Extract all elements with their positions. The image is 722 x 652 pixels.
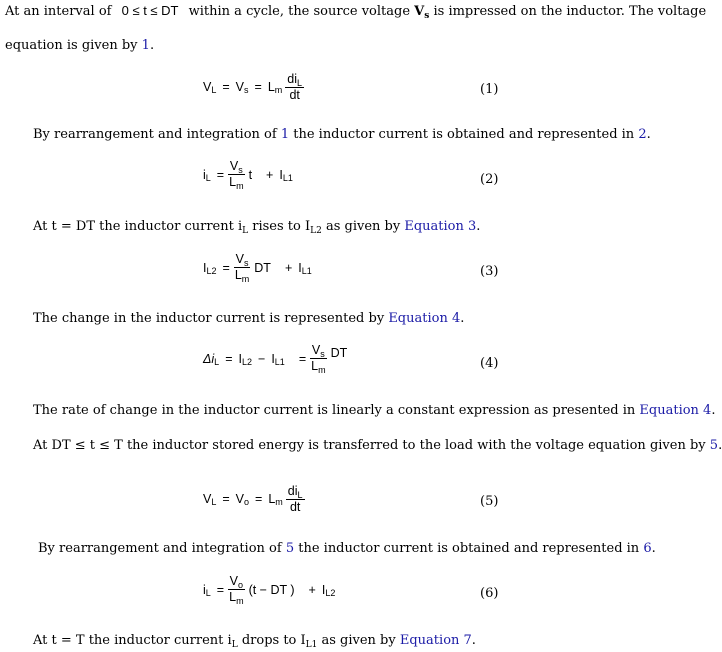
text: The rate of change in the inductor current is linearly a constant expression as presented in — [33, 403, 636, 418]
denominator: L — [229, 175, 237, 189]
source-voltage: V — [414, 4, 425, 19]
symbol: I — [238, 351, 242, 366]
text: the inductor current is obtained and represented in — [298, 541, 640, 556]
equation-number: (6) — [480, 586, 499, 601]
text: rises to I — [252, 219, 311, 234]
text: At DT ≤ t ≤ T the inductor stored energy is transferred to the load with the voltage equation given by — [33, 438, 706, 453]
operator: = — [222, 492, 230, 506]
equation-number: (2) — [480, 172, 499, 187]
paragraph-3: At t = DT the inductor current $i_L$ rises to $I_{L2}$ as given by Equation 3. — [33, 219, 481, 236]
operator: = — [254, 80, 262, 94]
paragraph-1-line-1 — [5, 2, 706, 22]
symbol: i — [203, 582, 206, 597]
equation-4 — [203, 343, 347, 374]
symbol: DT — [254, 260, 271, 275]
symbol: i — [203, 167, 206, 182]
subscript: m — [274, 85, 283, 95]
subscript: L — [211, 497, 217, 507]
symbol: DT — [330, 345, 348, 360]
paragraph-1-line-2: equation is given by 1. — [5, 38, 155, 53]
subscript: L — [205, 172, 211, 183]
expression: (t − DT ) — [248, 582, 295, 597]
subscript: s — [320, 349, 325, 359]
operator: + — [266, 167, 274, 182]
paragraph-5: The rate of change in the inductor current is linearly a constant expression as presented in Equation 4. — [33, 403, 716, 418]
fraction — [285, 72, 304, 102]
subscript: m — [241, 274, 250, 284]
subscript: L — [211, 85, 217, 95]
text: the inductor current is obtained and represented in — [293, 127, 635, 142]
text: is impressed on the inductor. The voltage — [433, 4, 707, 19]
denominator: L — [311, 359, 319, 373]
paragraph-6: At DT ≤ t ≤ T the inductor stored energy is transferred to the load with the voltage equation given by 5. — [33, 438, 722, 453]
symbol: L — [268, 492, 276, 506]
subscript: m — [275, 497, 283, 507]
text: At an interval of — [5, 4, 112, 19]
equation-1 — [203, 72, 307, 102]
numerator: V — [235, 252, 244, 266]
symbol: I — [321, 582, 326, 597]
operator: = — [222, 260, 230, 275]
subscript: L1 — [301, 265, 312, 276]
equation-reference-link[interactable]: 2 — [638, 127, 647, 142]
text: By rearrangement and integration of — [33, 127, 277, 142]
subscript: s — [244, 85, 249, 95]
subscript: L — [231, 640, 238, 650]
numerator: V — [311, 343, 321, 357]
equation-reference-link[interactable]: 6 — [643, 541, 652, 556]
subscript: L — [242, 226, 249, 236]
subscript: o — [238, 580, 244, 590]
subscript: s — [238, 165, 243, 175]
subscript: L2 — [241, 356, 252, 367]
text: equation is given by — [5, 38, 138, 53]
subscript: L1 — [305, 640, 318, 650]
subscript: m — [236, 596, 244, 606]
symbol: V — [235, 80, 245, 94]
symbol: t — [248, 167, 253, 182]
subscript: L1 — [282, 172, 293, 183]
symbol: V — [203, 492, 212, 506]
subscript: L2 — [206, 265, 217, 276]
fraction — [286, 484, 305, 514]
text: as given by — [321, 633, 396, 648]
operator: + — [308, 582, 316, 597]
subscript: L2 — [325, 587, 336, 598]
equation-reference-link[interactable]: Equation 3 — [404, 219, 477, 234]
paragraph-4: The change in the inductor current is represented by Equation 4. — [33, 311, 465, 326]
denominator: dt — [289, 500, 301, 514]
operator: = — [216, 582, 225, 597]
operator: = — [222, 80, 230, 94]
subscript: L2 — [310, 226, 322, 236]
subscript: s — [424, 11, 430, 21]
symbol: I — [279, 167, 283, 182]
operator: = — [255, 492, 263, 506]
subscript: L — [205, 587, 211, 598]
numerator: V — [229, 574, 238, 588]
equation-3 — [203, 252, 312, 283]
equation-number: (1) — [480, 82, 499, 97]
text: At t = T the inductor current i — [33, 633, 232, 648]
equation-2 — [203, 159, 293, 190]
operator: = — [216, 167, 225, 182]
denominator: L — [229, 590, 237, 604]
numerator: di — [287, 484, 298, 498]
subscript: L — [297, 78, 303, 88]
symbol: I — [298, 260, 302, 275]
equation-reference-link[interactable]: 1 — [141, 38, 150, 53]
text: drops to I — [241, 633, 306, 648]
text: By rearrangement and integration of — [38, 541, 282, 556]
equation-reference-link[interactable]: 5 — [709, 438, 719, 453]
symbol: Δi — [203, 351, 215, 366]
equation-reference-link[interactable]: Equation 4 — [388, 311, 461, 326]
subscript: o — [244, 497, 250, 507]
equation-5 — [203, 484, 308, 514]
text: as given by — [325, 219, 401, 234]
fraction — [309, 343, 327, 374]
subscript: L — [297, 490, 303, 500]
symbol: V — [235, 492, 245, 506]
symbol: V — [203, 80, 212, 94]
symbol: I — [203, 260, 207, 275]
symbol: I — [271, 351, 275, 366]
text: The change in the inductor current is represented by — [33, 311, 385, 326]
operator: + — [284, 260, 293, 275]
paragraph-7: By rearrangement and integration of 5 the inductor current is obtained and represented in 6. — [38, 541, 656, 556]
text: At t = DT the inductor current i — [33, 219, 243, 234]
operator: = — [298, 351, 307, 366]
numerator: di — [287, 72, 298, 86]
equation-reference-link[interactable]: 5 — [285, 541, 295, 556]
paragraph-8: At t = T the inductor current $i_L$ drops to $I_{L1}$ as given by Equation 7. — [33, 633, 476, 650]
equation-6 — [203, 574, 335, 605]
interval-condition: 0 ≤ t ≤ DT — [121, 3, 179, 18]
equation-number: (4) — [480, 356, 499, 371]
subscript: L1 — [274, 356, 285, 367]
subscript: L — [214, 356, 220, 367]
numerator: V — [229, 159, 239, 173]
denominator: L — [234, 268, 242, 282]
equation-reference-link[interactable]: Equation 4 — [639, 403, 712, 418]
subscript: m — [318, 365, 326, 375]
fraction — [227, 574, 245, 605]
subscript: m — [236, 181, 244, 191]
equation-reference-link[interactable]: Equation 7 — [399, 633, 472, 648]
operator: = — [225, 351, 233, 366]
fraction — [233, 252, 251, 283]
equation-reference-link[interactable]: 1 — [280, 127, 290, 142]
fraction — [227, 159, 245, 190]
denominator: dt — [289, 88, 300, 102]
equation-number: (3) — [480, 264, 499, 279]
equation-number: (5) — [480, 494, 499, 509]
symbol: L — [267, 80, 275, 94]
operator: − — [258, 351, 266, 366]
text: within a cycle, the source voltage — [188, 4, 411, 19]
paragraph-2: By rearrangement and integration of 1 the inductor current is obtained and represented in 2. — [33, 127, 651, 142]
subscript: s — [243, 258, 249, 268]
